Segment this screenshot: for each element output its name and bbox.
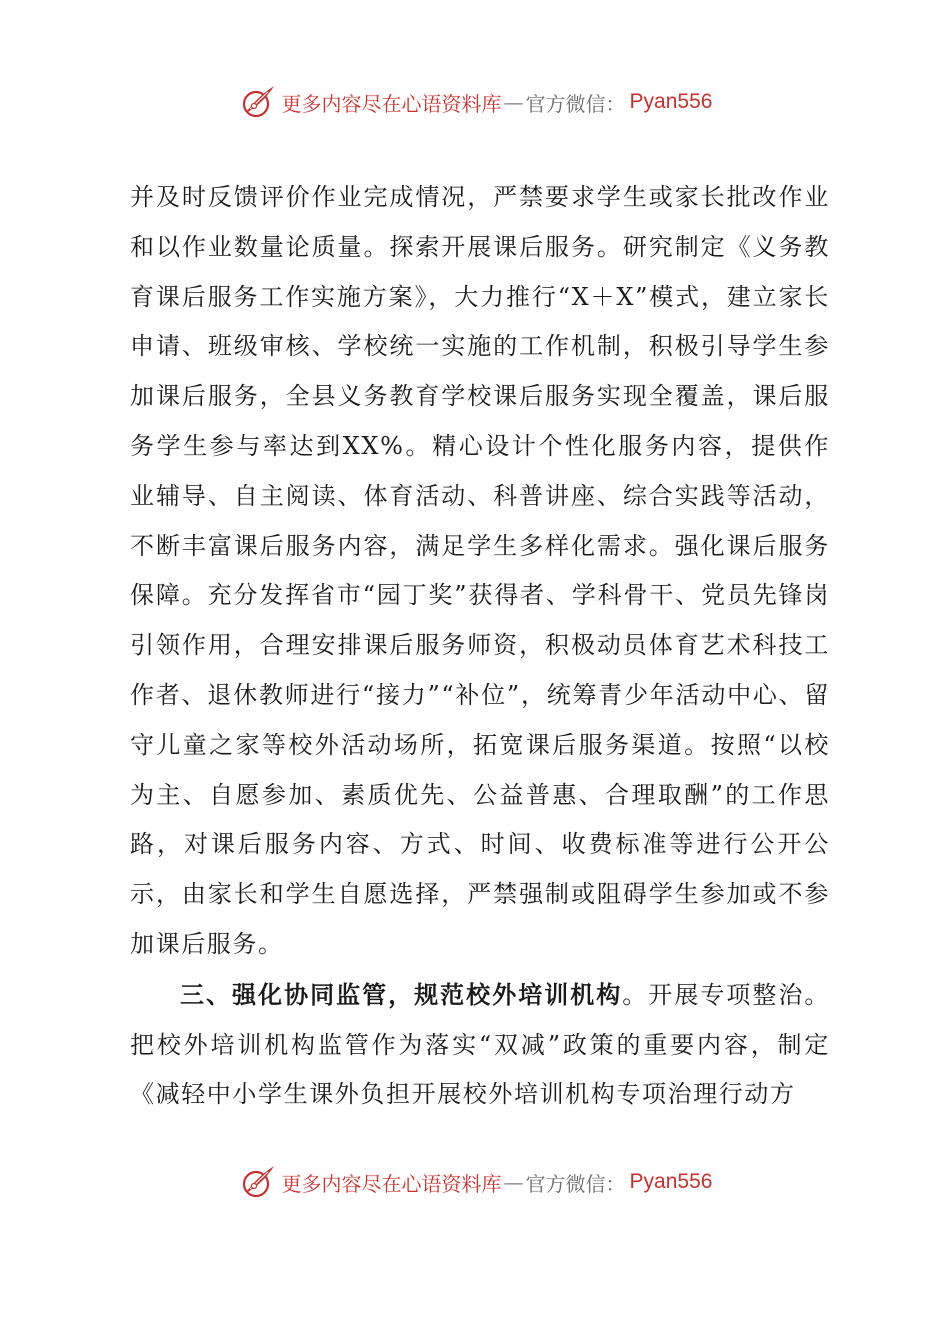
paragraph-text: 。开展专项整治。把校外培训机构监管作为落实“双减”政策的重要内容，制定《减轻中小学生课外负担开展校外培训机构专项治理行动方 — [130, 980, 830, 1109]
banner-dash: — — [503, 90, 524, 114]
feather-quill-icon — [238, 1162, 278, 1202]
section-heading: 三、强化协同监管，规范校外培训机构 — [180, 979, 623, 1009]
banner-title: 更多内容尽在心语资料库 — [281, 1171, 502, 1196]
banner-wechat-id: Pyan556 — [629, 90, 713, 113]
document-body — [130, 173, 830, 1120]
banner-title: 更多内容尽在心语资料库 — [281, 91, 502, 116]
footer-watermark-banner — [0, 1160, 950, 1204]
paragraph-after-school-services — [130, 173, 830, 970]
header-watermark-banner — [0, 80, 950, 124]
paragraph-section-three — [130, 970, 830, 1120]
banner-wechat-id: Pyan556 — [629, 1170, 713, 1193]
banner-dash: — — [503, 1170, 524, 1194]
banner-wechat-label: 官方微信： — [525, 1171, 626, 1196]
paragraph-text: 并及时反馈评价作业完成情况，严禁要求学生或家长批改作业和以作业数量论质量。探索开展课后服务。研究制定《义务教育课后服务工作实施方案》，大力推行“X＋X”模式，建立家长申请、班级审核、学校统一实施的工作机制，积极引导学生参加课后服务，全县义务教育学校课后服务实现全覆盖，课后服务学生参与率达到XX%。精心设计个性化服务内容，提供作业辅导、自主阅读、体育活动、科普讲座、综合实践等活动，不断丰富课后服务内容，满足学生多样化需求。强化课后服务保障。充分发挥省市“园丁奖”获得者、学科骨干、党员先锋岗引领作用，合理安排课后服务师资，积极动员体育艺术科技工作者、退休教师进行“接力”“补位”，统筹青少年活动中心、留守儿童之家等校外活动场所，拓宽课后服务渠道。按照“以校为主、自愿参加、素质优先、公益普惠、合理取酬”的工作思路，对课后服务内容、方式、时间、收费标准等进行公开公示，由家长和学生自愿选择，严禁强制或阻碍学生参加或不参加课后服务。 — [130, 183, 830, 958]
feather-quill-icon — [238, 82, 278, 122]
banner-wechat-label: 官方微信： — [525, 91, 626, 116]
